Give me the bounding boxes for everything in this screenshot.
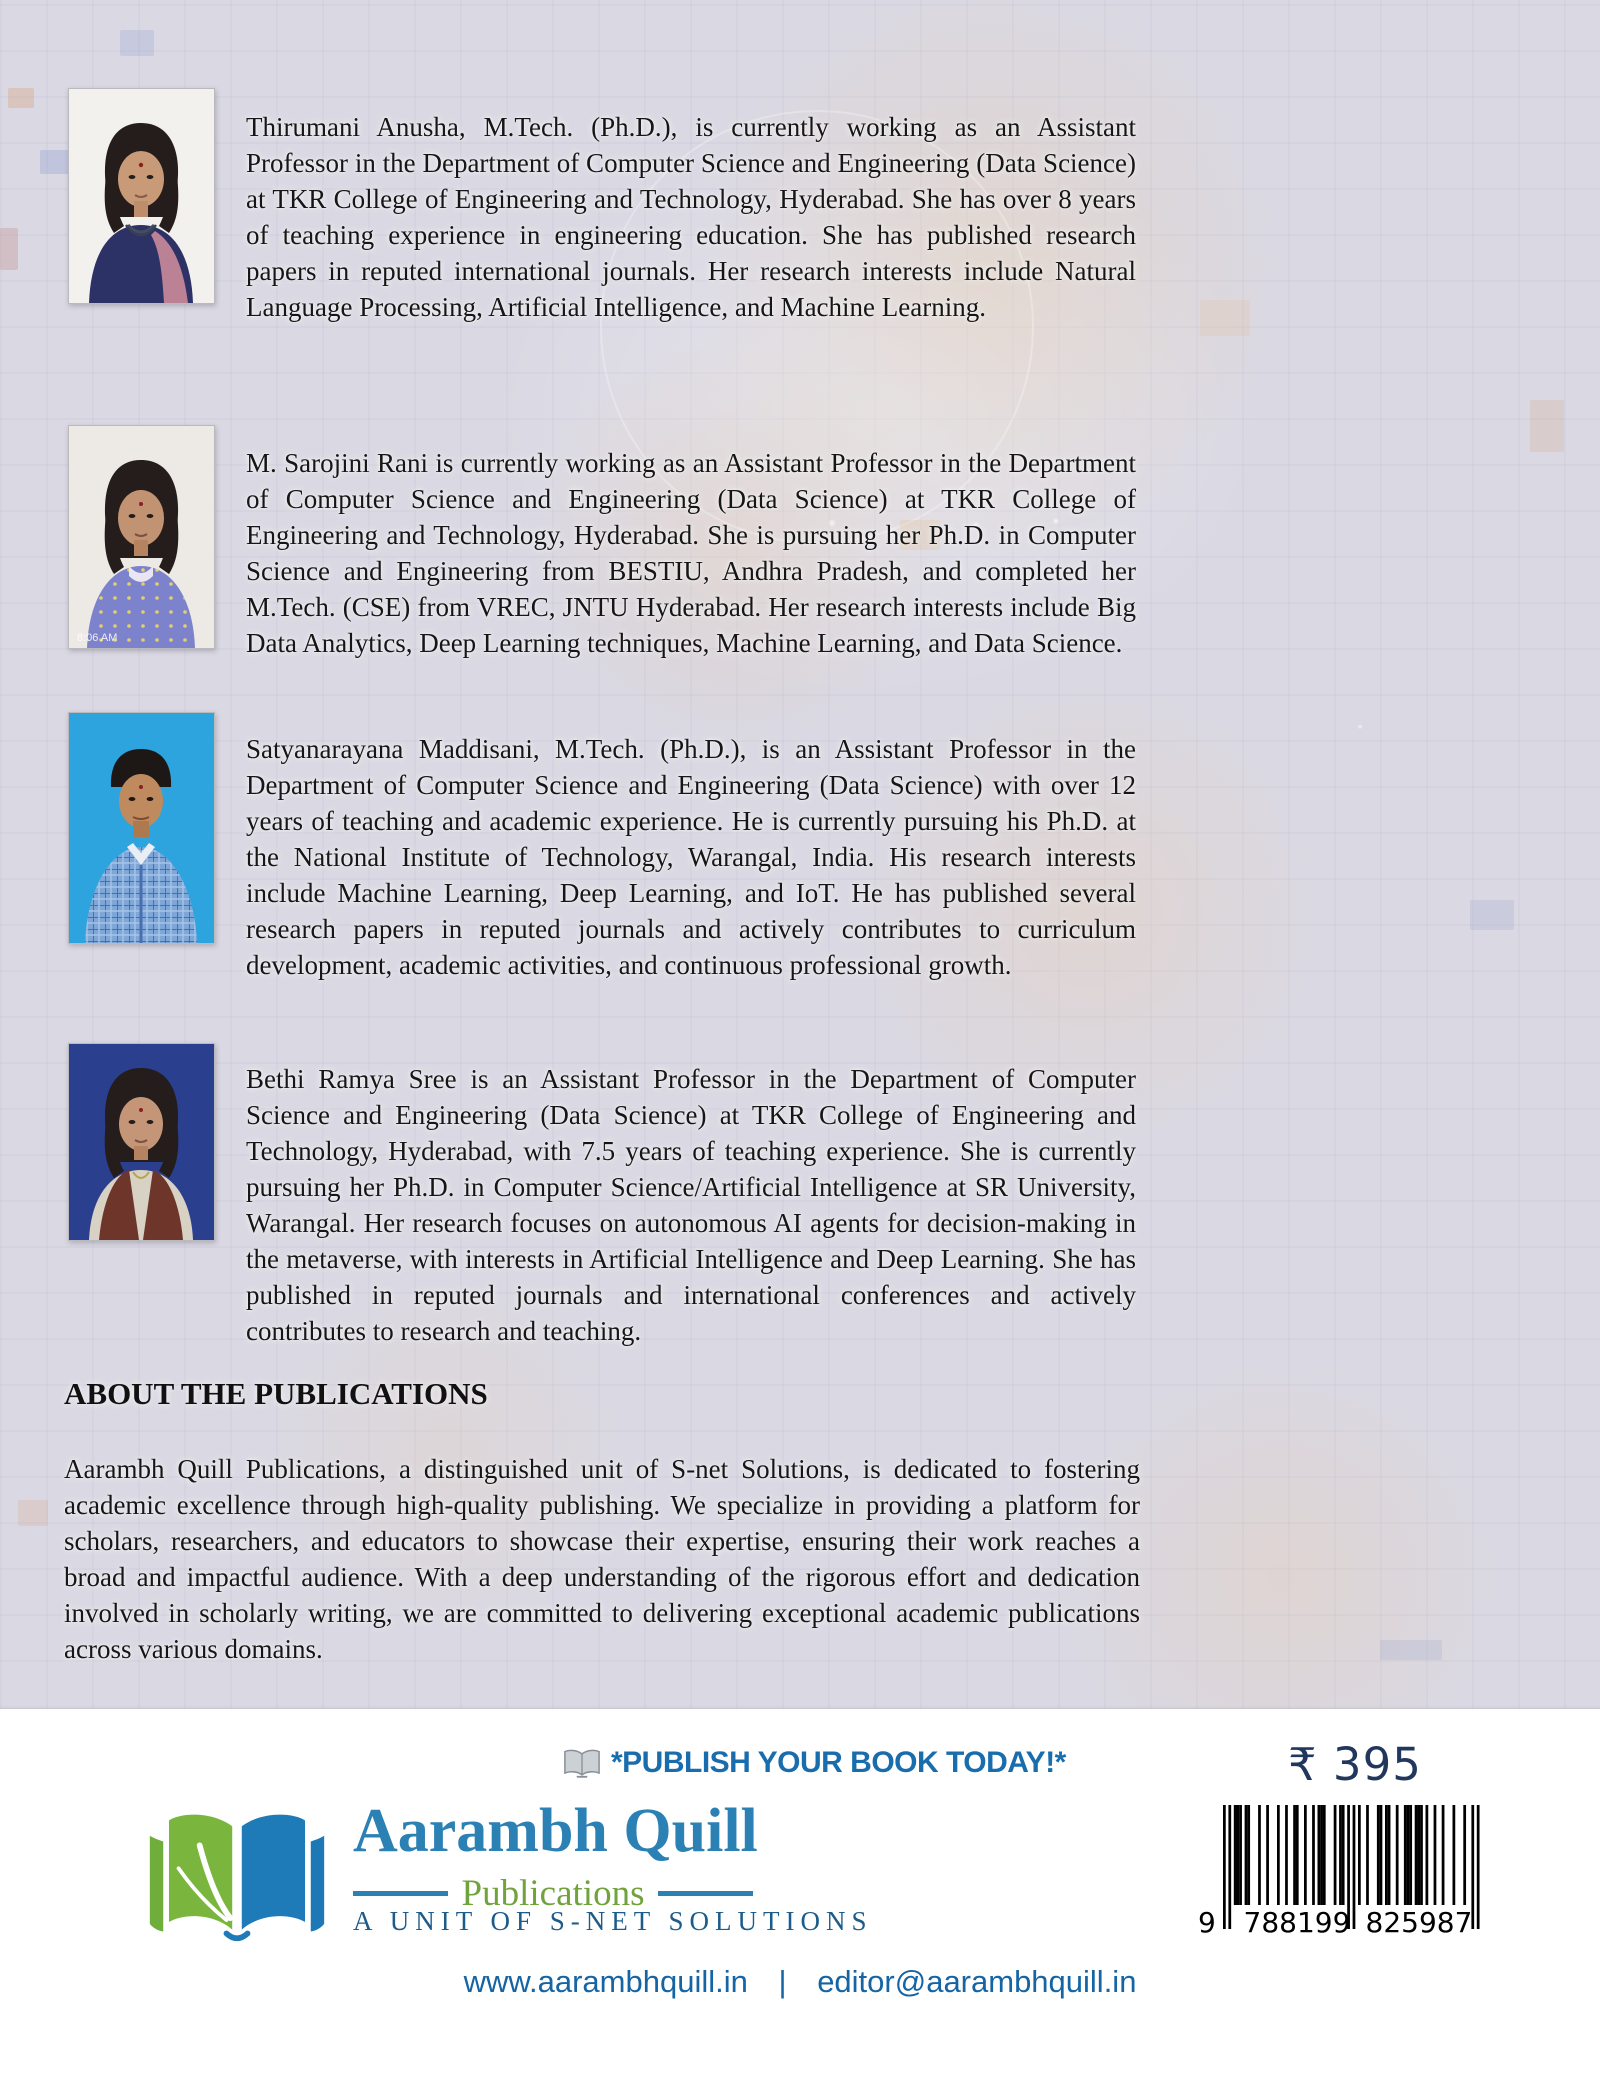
background-texture	[18, 1500, 48, 1526]
about-publications-body: Aarambh Quill Publications, a distinguished unit of S-net Solutions, is dedicated to fostering academic excellence through high-quality publishing. We specialize in providing a platform for scholars, researchers, and educators to showcase their expertise, ensuring their work reaches a broad and impactful audience. With a deep understanding of the rigorous effort and dedication involved in scholarly writing, we are committed to delivering exceptional academic publications across various domains.	[64, 1454, 1140, 1664]
publisher-tagline: A UNIT OF S-NET SOLUTIONS	[353, 1906, 873, 1936]
background-texture	[1530, 400, 1564, 452]
background-texture	[8, 88, 34, 108]
woman-portrait-illustration	[69, 1044, 214, 1240]
author-bio-thirumani-anusha: Thirumani Anusha, M.Tech. (Ph.D.), is currently working as an Assistant Professor in the Department of Computer Science and Engineering (Data Science) at TKR College of Engineering and Technology, Hyderabad. She has over 8 years of teaching experience in engineering education. She has published research papers in reputed international journals. Her research interests include Natural Language Processing, Artificial Intelligence, and Machine Learning.	[246, 112, 1136, 322]
contact-footer	[0, 1964, 1600, 2000]
background-texture	[1380, 1640, 1442, 1660]
aarambh-quill-logo-icon	[146, 1808, 328, 1944]
author-bio-satyanarayana-maddisani: Satyanarayana Maddisani, M.Tech. (Ph.D.), is an Assistant Professor in the Department of Computer Science and Engineering (Data Science) with over 12 years of teaching and academic experience. He is currently pursuing his Ph.D. at the National Institute of Technology, Warangal, India. His research interests include Machine Learning, Deep Learning, and IoT. He has published several research papers in reputed journals and actively contributes to curriculum development, academic activities, and continuous professional growth.	[246, 734, 1136, 980]
isbn-barcode	[1198, 1805, 1498, 1940]
publish-cta	[563, 1746, 1066, 1780]
author-photo-bethi-ramya-sree	[68, 1043, 215, 1241]
isbn-lead-digit: 9	[1198, 1906, 1216, 1939]
woman-portrait-illustration	[69, 89, 214, 303]
man-portrait-illustration	[69, 713, 214, 943]
background-texture	[40, 150, 70, 174]
publisher-subtitle: Publications	[461, 1873, 645, 1914]
background-texture	[1470, 900, 1514, 930]
author-bio-m-sarojini-rani: M. Sarojini Rani is currently working as an Assistant Professor in the Department of Computer Science and Engineering (Data Science) at TKR College of Engineering and Technology, Hyderabad. She is pursuing her Ph.D. in Computer Science and Engineering from BESTIU, Andhra Pradesh, and completed her M.Tech. (CSE) from VREC, JNTU Hyderabad. Her research interests include Big Data Analytics, Deep Learning techniques, Machine Learning, and Data Science.	[246, 448, 1136, 658]
footer-divider: |	[778, 1964, 787, 1999]
about-publications-heading: ABOUT THE PUBLICATIONS	[64, 1376, 488, 1411]
publisher-email: editor@aarambhquill.in	[817, 1964, 1137, 1999]
background-texture	[1200, 300, 1250, 336]
author-photo-thirumani-anusha	[68, 88, 215, 304]
publisher-name: Aarambh Quill	[353, 1797, 758, 1865]
isbn-right-group: 825987	[1365, 1906, 1473, 1939]
publisher-website: www.aarambhquill.in	[463, 1964, 748, 1999]
open-book-icon	[563, 1748, 601, 1779]
author-photo-m-sarojini-rani	[68, 425, 215, 649]
background-texture	[120, 30, 154, 56]
woman-portrait-illustration	[69, 426, 214, 648]
photo-timestamp-watermark: 8:06 AM	[77, 632, 118, 644]
subtitle-rule-left	[353, 1891, 448, 1896]
subtitle-rule-right	[658, 1891, 753, 1896]
publish-cta-label: *PUBLISH YOUR BOOK TODAY!*	[611, 1746, 1066, 1779]
isbn-left-group: 788199	[1243, 1906, 1351, 1939]
author-photo-satyanarayana-maddisani	[68, 712, 215, 944]
author-bio-bethi-ramya-sree: Bethi Ramya Sree is an Assistant Professor in the Department of Computer Science and Engineering (Data Science) at TKR College of Engineering and Technology, Hyderabad, with 7.5 years of teaching experience. She is currently pursuing her Ph.D. in Computer Science/Artificial Intelligence at SR University, Warangal. Her research focuses on autonomous AI agents for decision-making in the metaverse, with interests in Artificial Intelligence and Deep Learning. She has published in reputed journals and international conferences and actively contributes to research and teaching.	[246, 1064, 1136, 1346]
background-texture	[0, 228, 18, 270]
price: ₹ 395	[1288, 1738, 1422, 1791]
